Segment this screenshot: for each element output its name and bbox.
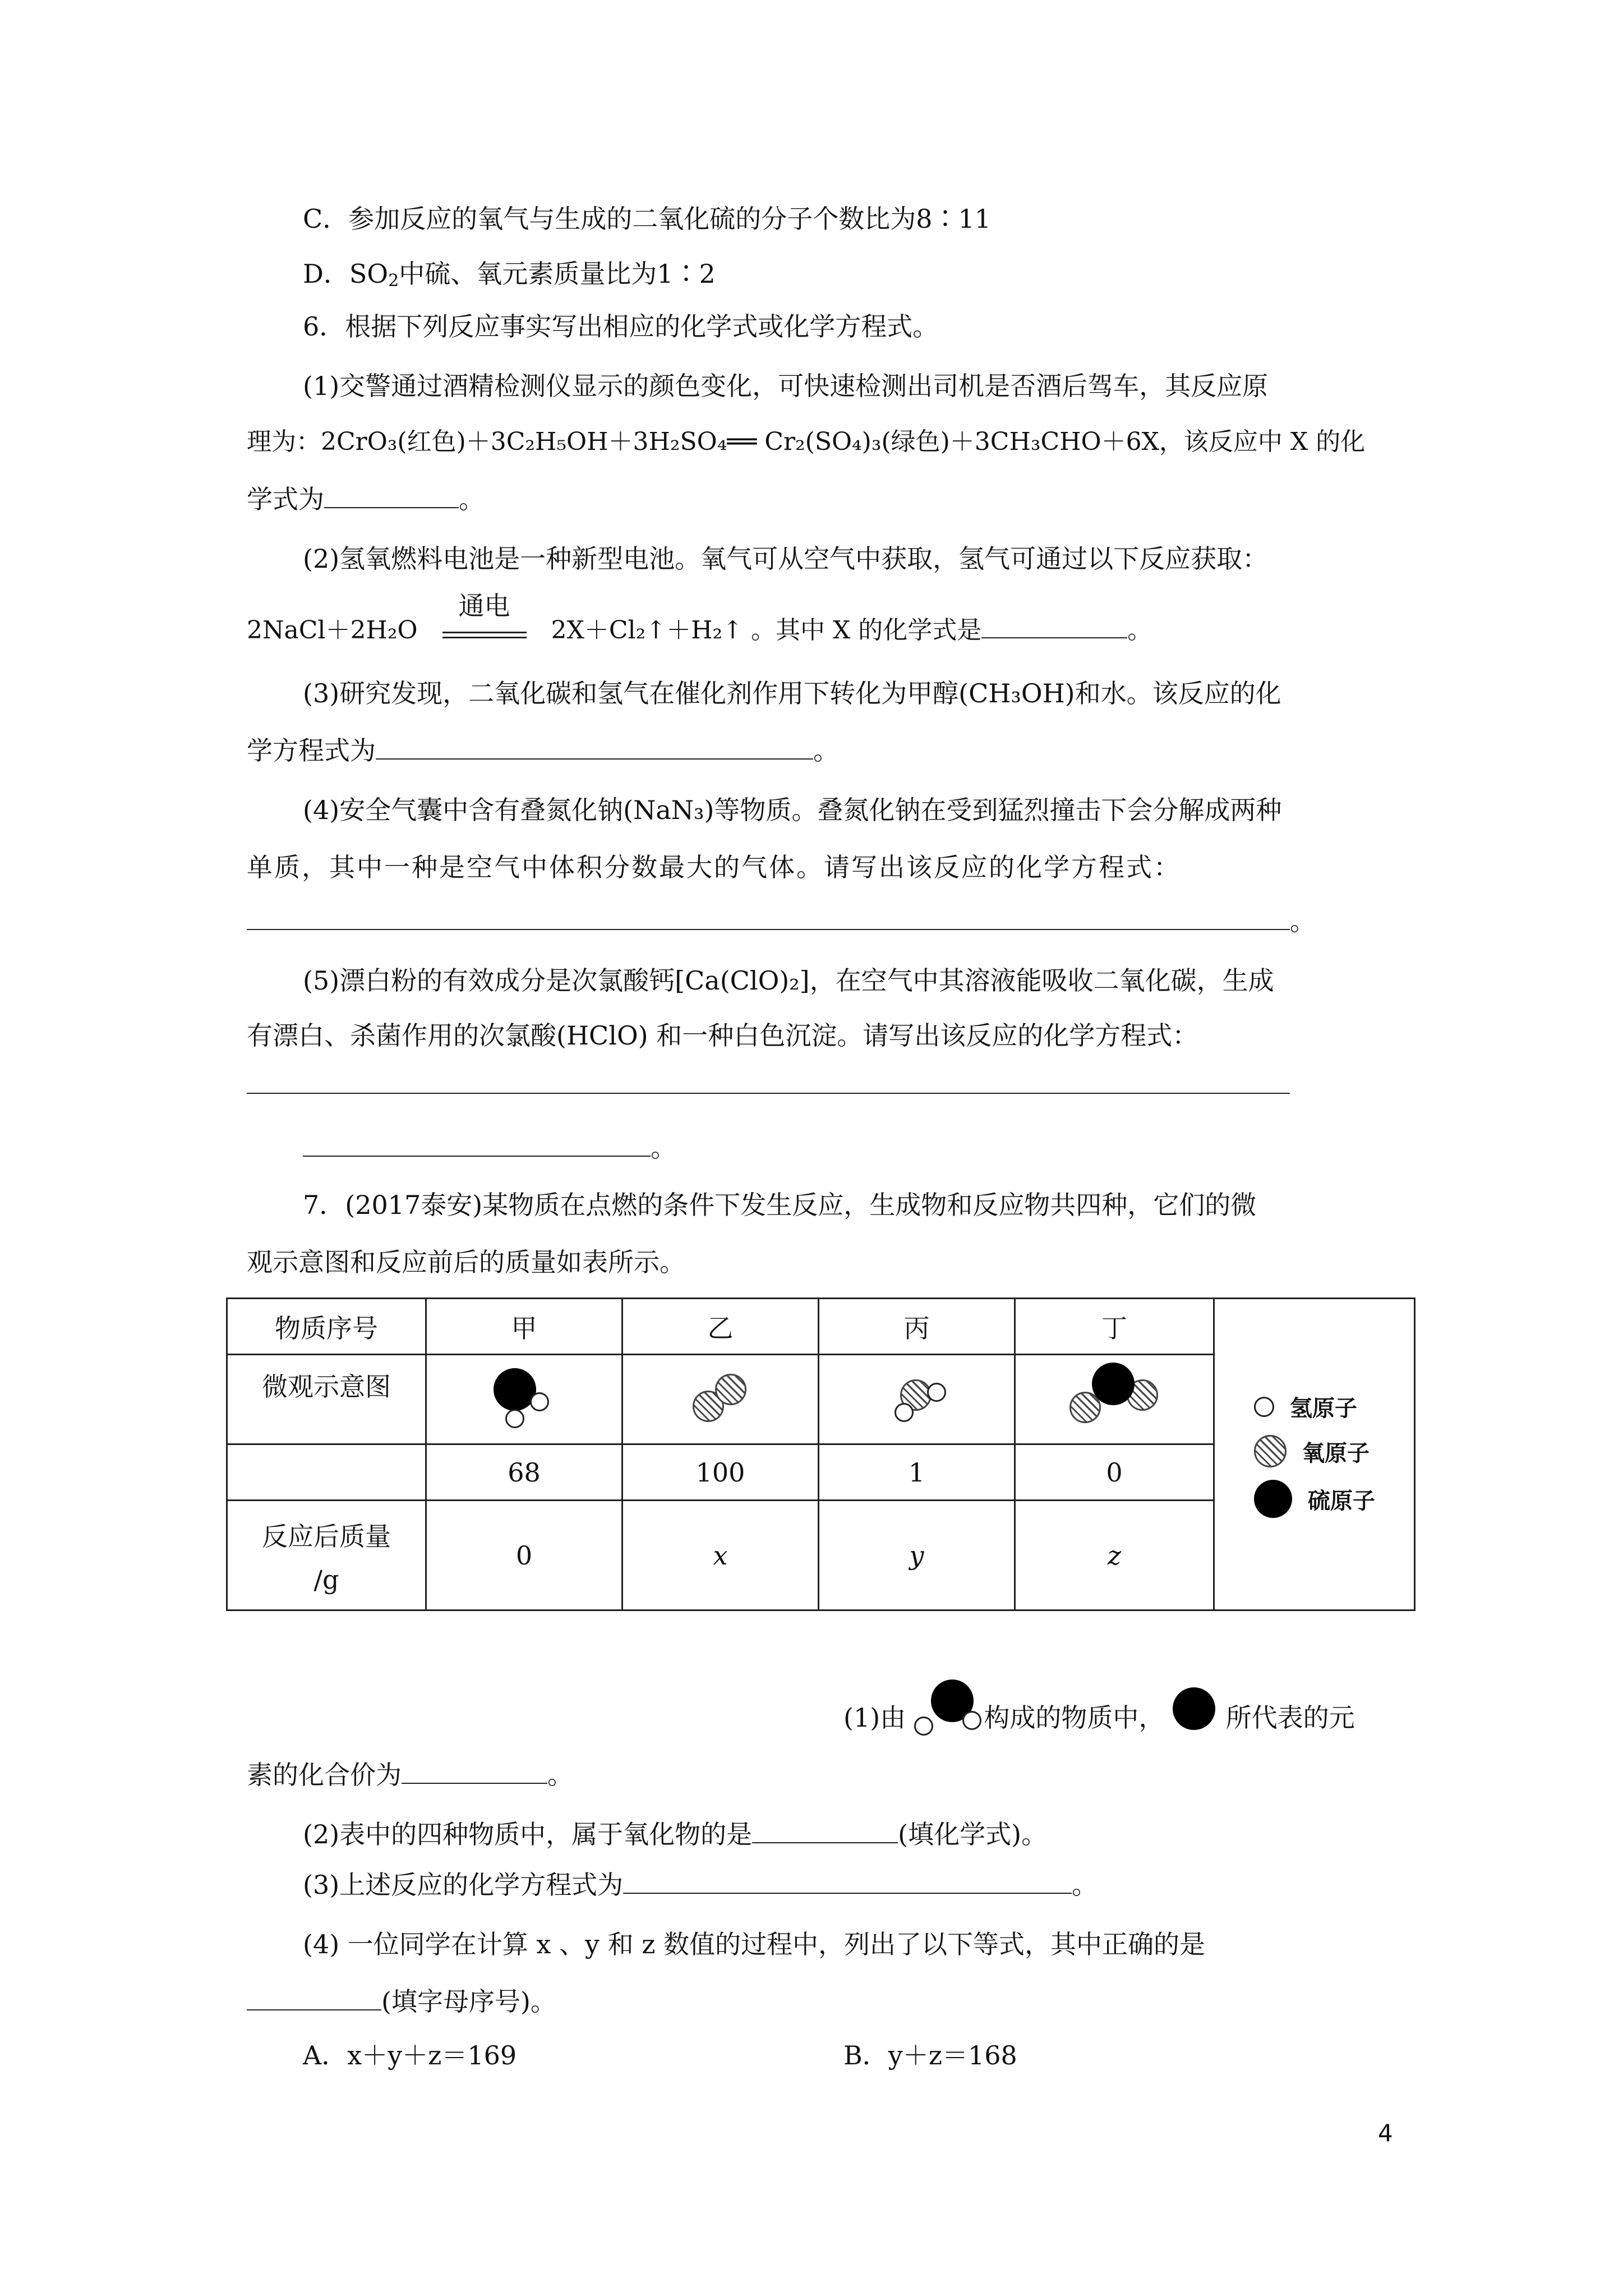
- table-cell: z: [1015, 1501, 1214, 1611]
- header-cell: 丙: [819, 1299, 1015, 1355]
- table-cell: 0: [1015, 1444, 1214, 1501]
- option-d: D．$SO_2$中硫、氧元素质量比为1∶2: [303, 259, 716, 291]
- hydrogen-atom-icon: [1254, 1397, 1274, 1417]
- q6-p5-answer-2: 。: [303, 1131, 676, 1165]
- q6-p2-line1: (2)氢氧燃料电池是一种新型电池。氧气可从空气中获取，氢气可通过以下反应获取：: [303, 544, 1269, 574]
- row-label: 微观示意图: [227, 1355, 426, 1444]
- option-b: B．y＋z＝168: [843, 2040, 1017, 2070]
- h2s-molecule-icon: [491, 1365, 558, 1427]
- equals-sign: [442, 632, 527, 638]
- answer-blank[interactable]: [303, 1131, 651, 1157]
- sulfur-atom-icon: [1173, 1703, 1218, 1737]
- q7-s2: (2)表中的四种物质中，属于氧化物的是 (填化学式)。: [303, 1818, 1047, 1851]
- q7-s4-line1: (4) 一位同学在计算 x 、y 和 z 数值的过程中，列出了以下等式，其中正确的是: [303, 1929, 1206, 1959]
- q7-stem-line2: 观示意图和反应前后的质量如表所示。: [247, 1247, 685, 1277]
- q7-s1-line1: (1)由 构成的物质中， 所代表的元: [843, 1701, 1355, 1737]
- page-number: 4: [1378, 2119, 1393, 2147]
- q6-p4-answer: 。: [247, 904, 1316, 938]
- q6-p5-line1: (5)漂白粉的有效成分是次氯酸钙[Ca(ClO)₂]，在空气中其溶液能吸收二氧化碳，生成: [303, 965, 1274, 996]
- molecule-h2s: [426, 1355, 623, 1444]
- q6-p3-line2: 学方程式为 。: [247, 734, 839, 767]
- q6-p5-answer-1: [247, 1068, 1290, 1102]
- q7-s3: (3)上述反应的化学方程式为 。: [303, 1868, 1098, 1902]
- h2s-molecule-icon: [914, 1703, 976, 1737]
- q6-p4-line1: (4)安全气囊中含有叠氮化钠(NaN₃)等物质。叠氮化钠在受到猛烈撞击下会分解成两种: [303, 795, 1282, 825]
- q7-s4-line2: (填字母序号)。: [247, 1985, 556, 2018]
- legend-cell: [1214, 1299, 1415, 1611]
- table-cell: y: [819, 1501, 1015, 1611]
- option-c: C．参加反应的氧气与生成的二氧化硫的分子个数比为8∶11: [303, 204, 991, 234]
- legend-item: 硫原子: [1254, 1480, 1414, 1518]
- answer-blank[interactable]: [324, 482, 459, 508]
- q6-p1-line3: 学式为 。: [247, 482, 485, 516]
- q6-p3-line1: (3)研究发现，二氧化碳和氢气在催化剂作用下转化为甲醇(CH₃OH)和水。该反应的化: [303, 678, 1281, 708]
- q6-p4-line2: 单质，其中一种是空气中体积分数最大的气体。请写出该反应的化学方程式：: [247, 852, 1181, 882]
- answer-blank[interactable]: [402, 1758, 547, 1784]
- so2-molecule-icon: [1064, 1363, 1165, 1430]
- q6-p5-line2: 有漂白、杀菌作用的次氯酸(HClO) 和一种白色沉淀。请写出该反应的化学方程式：: [247, 1020, 1198, 1051]
- legend-item: 氧原子: [1254, 1435, 1414, 1467]
- molecule-h2o: [819, 1355, 1015, 1444]
- answer-blank[interactable]: [623, 1868, 1072, 1894]
- table-cell: 0: [426, 1501, 623, 1611]
- table-row: [227, 1299, 1415, 1355]
- reaction-condition: 通电: [442, 618, 527, 638]
- h2o-molecule-icon: [883, 1368, 951, 1424]
- q6-stem: 6．根据下列反应事实写出相应的化学式或化学方程式。: [303, 311, 939, 342]
- header-cell: 物质序号: [227, 1299, 426, 1355]
- answer-blank[interactable]: [247, 904, 1290, 930]
- table-cell: x: [623, 1501, 819, 1611]
- o2-molecule-icon: [687, 1368, 754, 1424]
- option-a: A．x＋y＋z＝169: [303, 2040, 517, 2070]
- answer-blank[interactable]: [247, 1985, 381, 2010]
- reaction-table: [226, 1297, 1415, 1611]
- molecule-so2: [1015, 1355, 1214, 1444]
- answer-blank[interactable]: [981, 613, 1127, 638]
- answer-blank[interactable]: [247, 1068, 1290, 1094]
- legend-item: 氢原子: [1254, 1391, 1414, 1423]
- oxygen-atom-icon: [1254, 1435, 1287, 1467]
- row-label: 反应后质量 /g: [227, 1501, 426, 1611]
- table-cell: 68: [426, 1444, 623, 1501]
- q6-p2-equation: 2NaCl＋2H₂O 通电 2X＋Cl₂↑＋H₂↑ 。其中 X 的化学式是 。: [247, 591, 1152, 645]
- header-cell: 乙: [623, 1299, 819, 1355]
- sulfur-atom-icon: [1254, 1480, 1292, 1518]
- molecule-o2: [623, 1355, 819, 1444]
- table-cell: 100: [623, 1444, 819, 1501]
- q7-s1-line2: 素的化合价为 。: [247, 1758, 573, 1792]
- q6-p1-line1: (1)交警通过酒精检测仪显示的颜色变化，可快速检测出司机是否酒后驾车，其反应原: [303, 371, 1269, 401]
- q7-stem-line1: 7．(2017泰安)某物质在点燃的条件下发生反应，生成物和反应物共四种，它们的微: [303, 1190, 1257, 1220]
- table-cell: [227, 1444, 426, 1501]
- header-cell: 丁: [1015, 1299, 1214, 1355]
- header-cell: 甲: [426, 1299, 623, 1355]
- answer-blank[interactable]: [376, 734, 813, 760]
- table-cell: 1: [819, 1444, 1015, 1501]
- q6-p1-line2: 理为：2CrO₃(红色)＋3C₂H₅OH＋3H₂SO₄══ Cr₂(SO₄)₃(绿色)＋3CH₃CHO＋6X，该反应中 X 的化: [247, 427, 1366, 456]
- answer-blank[interactable]: [752, 1818, 898, 1843]
